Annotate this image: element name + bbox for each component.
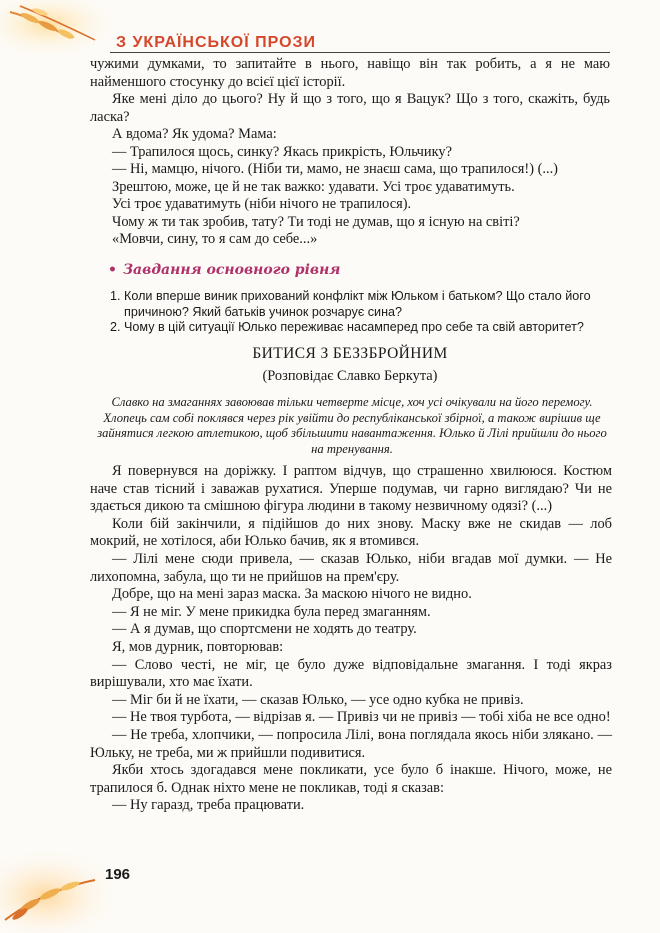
story-paragraph: — А я думав, що спортсмени не ходять до театру. <box>112 621 417 638</box>
text-line: А вдома? Як удома? Мама: <box>112 126 277 142</box>
header-rule <box>110 52 610 53</box>
task-number: 2. <box>110 320 121 334</box>
story-text-block <box>90 463 612 815</box>
text-paragraph: Яке мені діло до цього? Ну й що з того, що я Вацук? Що з того, скажіть, будь ласка? <box>90 91 610 125</box>
text-line: Чому ж ти так зробив, тату? Ти тоді не думав, що я існую на світі? <box>112 213 520 230</box>
task-list <box>110 289 615 336</box>
bullet-icon: • <box>108 262 117 278</box>
story-paragraph: — Лілі мене сюди привела, — сказав Юлько, ніби вгадав мої думки. — Не лихопомна, забула, що ти не прийшов на прем'єру. <box>90 550 612 585</box>
task-text: Коли вперше виник прихований конфлікт між Юльком і батьком? Що стало його причиною? Який батьків учинок розчарує сина? <box>124 289 591 319</box>
story-paragraph: Добре, що на мені зараз маска. За маскою нічого не видно. <box>112 586 472 603</box>
text-line: «Мовчи, сину, то я сам до себе...» <box>112 231 318 247</box>
text-line: — Трапилося щось, синку? Якась прикрість, Юльчику? <box>112 143 452 160</box>
story-paragraph: Коли бій закінчили, я підійшов до них знову. Маску вже не скидав — лоб мокрий, не хотілося, аби Юлько бачив, як я втомився. <box>90 515 612 550</box>
task-number: 1. <box>110 289 121 303</box>
section-title: Завдання основного рівня <box>122 262 341 278</box>
story-intro: Славко на змаганнях завоював тільки четверте місце, хоч усі очікували на його перемогу. Хлопець сам собі поклявся через рік увійти до республіканської збірної, а також вирішив ще зайнятися легкою атлетикою, щоб збільшити навантаження. Юлько й Лілі прийшли до нього на тренування. <box>97 395 607 456</box>
story-title: БИТИСЯ З БЕЗЗБРОЙНИМ <box>252 345 448 362</box>
top-text-block <box>90 56 610 249</box>
text-line: — Ні, мамцю, нічого. (Ніби ти, мамо, не знаєш сама, що трапилося!) (...) <box>112 161 558 177</box>
story-subtitle: (Розповідає Славко Беркута) <box>262 368 438 384</box>
page-number: 196 <box>105 866 131 883</box>
story-paragraph: — Не треба, хлопчики, — попросила Лілі, вона поглядала якось ніби зляканo. — Юльку, не треба, ми ж прийшли подивитися. <box>90 726 612 761</box>
story-paragraph: — Слово честі, не міг, це було дуже відповідальне змагання. І тоді якраз вирішували, хто має їхати. <box>90 656 612 691</box>
story-paragraph: — Міг би й не їхати, — сказав Юлько, — усе одно кубка не привіз. <box>112 691 524 708</box>
story-paragraph: — Не твоя турбота, — відрізав я. — Привіз чи не привіз — тобі хіба не все одно! <box>112 709 611 726</box>
text-line: Усі троє удаватимуть (ніби нічого не трапилося). <box>112 196 412 212</box>
task-text: Чому в цій ситуації Юлько переживає насамперед про себе та свій авторитет? <box>124 320 584 334</box>
text-line: Зрештою, може, це й не так важко: удавати. Усі троє удаватимуть. <box>112 178 515 195</box>
story-paragraph: — Я не міг. У мене прикидка була перед змаганням. <box>112 603 431 620</box>
story-paragraph: Якби хтось здогадався мене покликати, усе було б інакше. Нічого, може, не трапилося б. Однак ніхто мене не покликав, тоді я сказав: <box>90 762 612 796</box>
corner-ornament-icon <box>0 0 120 60</box>
header-title: З УКРАЇНСЬКОЇ ПРОЗИ <box>116 34 317 51</box>
story-paragraph: — Ну гаразд, треба працювати. <box>112 797 305 814</box>
story-paragraph: Я, мов дурник, повторював: <box>112 638 284 655</box>
list-item <box>110 289 615 320</box>
text-paragraph: чужими думками, то запитайте в нього, навіщо він так робить, а я не маю найменшого стосунку до всієї цієї історії. <box>90 56 610 90</box>
story-paragraph: Я повернувся на доріжку. І раптом відчув, що страшенно хвилююся. Костюм наче став тісний і заважав рухатися. Уперше подумав, чи гарно виглядаю? Чи не здається дикою та смішною фігура людини в такому незвичному одязі? (...) <box>90 463 612 515</box>
section-heading <box>108 262 608 278</box>
bottom-ornament-icon <box>0 850 130 933</box>
list-item <box>110 320 615 336</box>
